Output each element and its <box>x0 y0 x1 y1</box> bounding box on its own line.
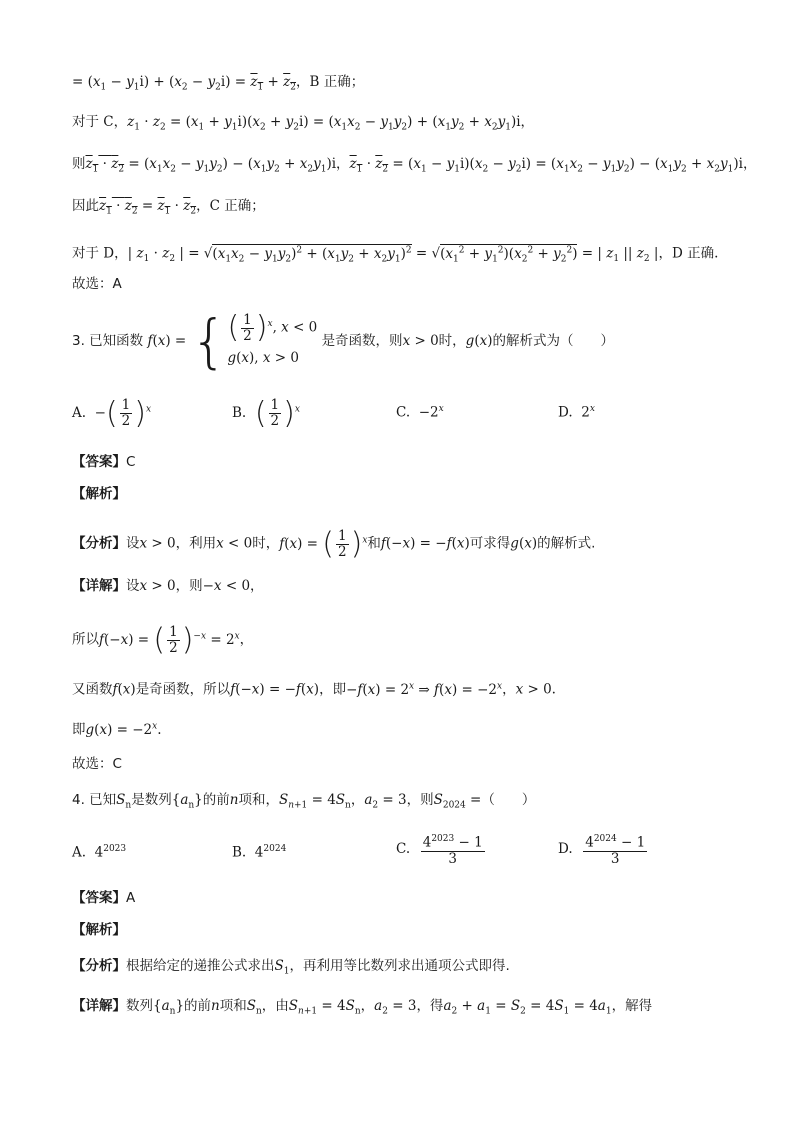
q3-option-c: C. $-2^x$ <box>396 404 444 421</box>
choose-a-line: 故选：A <box>72 276 122 292</box>
d-correct-text: ，D 正确. <box>658 245 719 262</box>
q3-tail3: 的解析式为（ ） <box>492 332 615 349</box>
q3-tail: 是奇函数，则 <box>321 332 403 349</box>
for-d-text: 对于 D， <box>72 245 128 262</box>
line-b-conclusion: = $(x_1 - y_1i) + (x_2 - y_2i) = z_1 + z_2$，B 正确； <box>72 74 365 93</box>
q3-detail-line2: 所以f(−x) = ( $\frac{1}{2}$ )$^{-x} = 2^x$， <box>72 622 254 657</box>
q3-fenxi-line: 【分析】设x > 0，利用x < 0时，f(x) = ( $\frac{1}{2}$ )$^x$和f(−x) = −f(x)可求得g(x)的解析式. <box>72 526 596 561</box>
q3-answer-line <box>72 452 135 472</box>
choose-c-line: 故选：C <box>72 756 122 772</box>
line-hence-c: 因此$z_1 \cdot z_2 = z_1 \cdot z_2$，C 正确； <box>72 198 265 217</box>
then-text: 则 <box>72 156 86 172</box>
q3-detail-line4: 即$g(x) = -2^x$. <box>72 721 162 738</box>
answer-label: 【答案】 <box>72 454 126 470</box>
q4-answer: A <box>126 890 136 906</box>
q3-answer: C <box>126 454 136 470</box>
line-for-d: 对于 D，| $z_1 \cdot z_2$ | = $√(x_1x_2 - y_1y_2)^2 + (x_1y_2 + x_2y_1)^2 = √(x_1^2 + y_1^2)(x_2^2 + y_2^2)$ = | $z_1$ || $z_2$ |，D 正确. <box>72 245 719 265</box>
q3-detail-line3: 又函数f(x)是奇函数，所以f(−x) = −f(x)，即$-f(x) = 2^x$ ⇒ $f(x) = -2^x$，x > 0. <box>72 681 556 698</box>
piecewise-cases: ( $\frac{1}{2}$ )$^x$, x < 0 g(x), x > 0 <box>227 310 318 366</box>
question-4: 4. 已知$S_n$是数列$\{a_n\}$的前n项和，$S_{n+1} = 4S_n$，$a_2 = 3$，则$S_{2024}$ =（ ） <box>72 792 536 811</box>
q4-analysis-label: 【解析】 <box>72 922 126 938</box>
piecewise-brace: { <box>190 306 228 375</box>
b-correct-text: ，B 正确； <box>296 74 365 90</box>
q3-option-b: B. ( $\frac{1}{2}$ )$^x$ <box>232 396 300 431</box>
q3-option-d: D. 2$^x$ <box>558 404 595 421</box>
q4-option-b: B. $4^{2024}$ <box>232 844 287 861</box>
q3-tail2: 时， <box>438 332 466 349</box>
q4-fenxi-line: 【分析】根据给定的递推公式求出$S_1$，再利用等比数列求出通项公式即得. <box>72 958 510 977</box>
q4-detail-line: 【详解】数列$\{a_n\}$的前n项和$S_n$，由$S_{n+1} = 4S_n$，$a_2 = 3$，得$a_2 + a_1 = S_2 = 4S_1 = 4a_1$，解得 <box>72 998 653 1017</box>
c-correct-text: ，C 正确； <box>196 198 265 214</box>
q3-detail-line1: 【详解】设x > 0，则−x < 0， <box>72 578 264 594</box>
q3-option-a: A. −( $\frac{1}{2}$ )$^x$ <box>72 396 152 431</box>
q4-option-a: A. $4^{2023}$ <box>72 844 127 861</box>
line-then-conj: 则$z_1 \cdot z_2 = (x_1x_2 - y_1y_2) - (x_1y_2 + x_2y_1)i$，$z_1 \cdot z_2 = (x_1 - y_1i)(x_2 - y_2i) = (x_1x_2 - y_1y_2) - (x_1y_2 + x_2y_1)i$， <box>72 156 757 175</box>
question-3: 3. 已知函数 f(x) = { ( $\frac{1}{2}$ )$^x$, x < 0 g(x), x > 0 是奇函数，则x > 0时，g(x)的解析式为（ ） <box>72 306 615 375</box>
line-for-c: 对于 C，$z_1 \cdot z_2 = (x_1 + y_1i)(x_2 + y_2i) = (x_1x_2 - y_1y_2) + (x_1y_2 + x_2y_1)i$， <box>72 114 535 133</box>
q4-option-c: C. $\frac{4^{2023} - 1}{3}$ <box>396 834 483 867</box>
q3-number: 3. 已知函数 <box>72 332 144 349</box>
q4-option-d: D. $\frac{4^{2024} - 1}{3}$ <box>558 834 646 867</box>
for-c-text: 对于 C， <box>72 114 128 130</box>
q3-analysis-label: 【解析】 <box>72 486 126 502</box>
q4-answer-line: 【答案】A <box>72 890 136 906</box>
hence-text: 因此 <box>72 198 99 214</box>
